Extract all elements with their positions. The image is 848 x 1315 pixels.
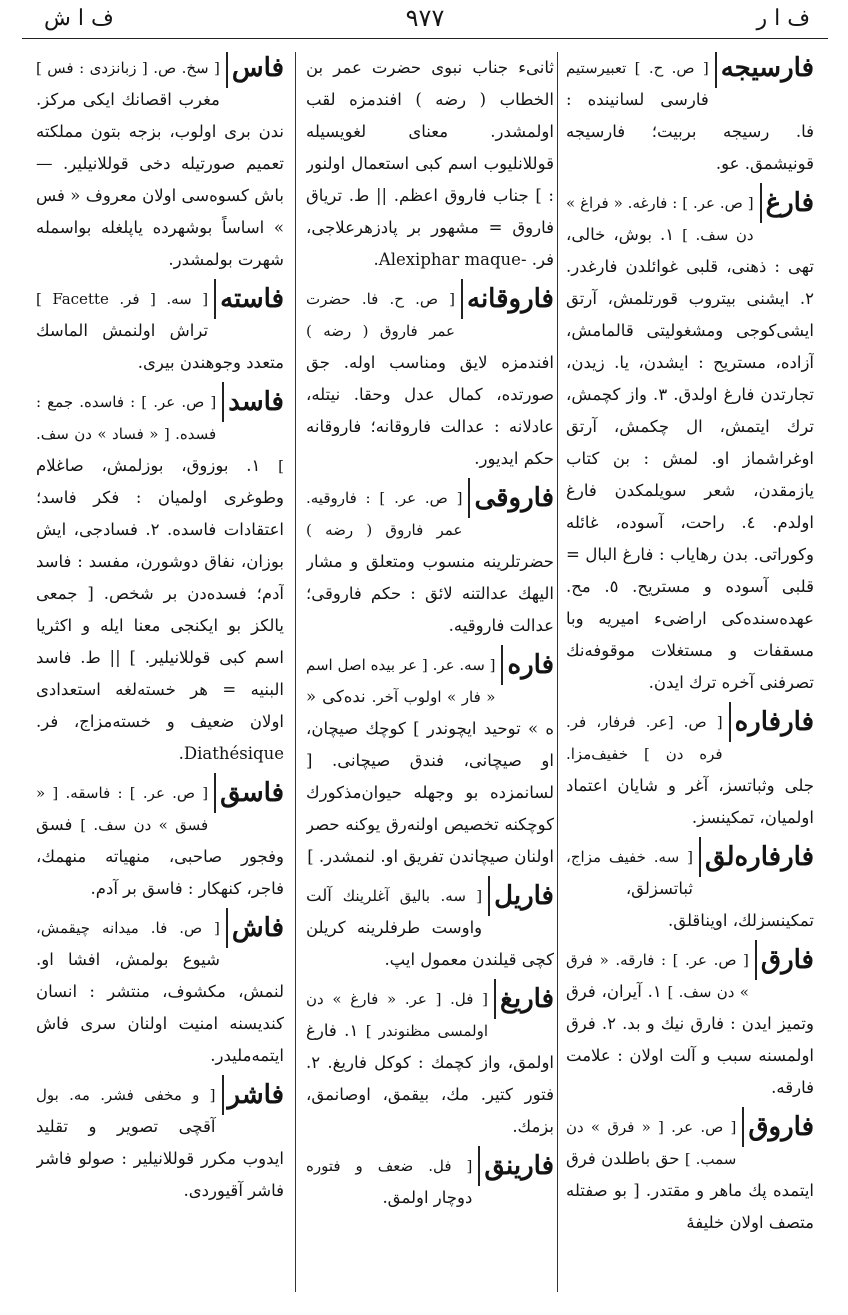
dictionary-entry bbox=[36, 1079, 284, 1207]
entry-definition: آقچی تصویر و تقلید ایدوب مکرر قوللانیلیر : صولو فاشر فاشر آقیوردی. bbox=[36, 1117, 284, 1200]
entry-headword: فارینق bbox=[478, 1146, 554, 1186]
dictionary-entry bbox=[306, 983, 554, 1143]
dictionary-entry bbox=[36, 386, 284, 770]
entry-grammar: [ ص. عر. ] : فاسده. جمع : فسده. [ « فساد » دن سف. ] bbox=[36, 393, 284, 475]
page-number: ٩٧٧ bbox=[405, 4, 445, 32]
entry-definition: نده‌کی « ه » توحید ایچوندر ] کوچك صیچان، او صیچانی، فندق صیچانی. [ لسانمزده بو وجهله حیوان‌مذکورك کوچکنه تخصیص اولنه‌رق یوکنه حصر اولنان صیچاندن تفریق او. لنمشدر. ] bbox=[306, 687, 554, 866]
dictionary-entry bbox=[566, 944, 814, 1104]
dictionary-entry bbox=[36, 283, 284, 379]
entry-definition: ثباتسزلق، تمکینسزلك، اویناقلق. bbox=[625, 879, 814, 930]
dictionary-entry bbox=[36, 912, 284, 1072]
entry-definition: ١. بوش، خالی، تهی : ذهنی، قلبی غوائلدن فارغدر. ٢. ایشنی بیتروب قورتلمش، آرتق ایشی‌کوجی ومشغولیتی قالمامش، آزاده، مستریح : ایشدن، یا. زیدن، تجارتدن فارغ اولدق. ٣. واز کچمش، ترك ایتمش، ال چکمش، آرتق اوغراشماز او. لمش : بن کتاب یازمقدن، شعر سویلمکدن فارغ اولدم. ٤. راحت، آسوده، غائله وکوراتی. بدن رهایاب : فارغ البال = قلبی آسوده و مستریح. ٥. مح. عهده‌سنده‌کی اراضیء امیریه وبا مسقفات و مستغلات موقوفه‌نك تصرفنی آخره ترك ایدن. bbox=[566, 225, 814, 692]
entry-headword: فاس bbox=[226, 52, 284, 88]
entry-grammar: [ ص. عر. ] : فارغه. « فراغ » دن سف. ] bbox=[566, 194, 754, 244]
entry-definition: تراش اولنمش الماسك متعدد وجوهندن بیری. bbox=[36, 321, 284, 372]
entry-grammar: [ فل. [ عر. « فارغ » دن اولمسی مظنوندر ] bbox=[306, 990, 489, 1040]
column-left bbox=[36, 52, 284, 1292]
column-divider-left bbox=[295, 52, 296, 1292]
dictionary-entry bbox=[306, 482, 554, 642]
entry-definition: فارسی لسانینده : فا. رسیجه بربیت؛ فارسیجه قونیشمق. عو. bbox=[566, 90, 814, 173]
dictionary-entry bbox=[36, 777, 284, 905]
entry-definition: ثانیء جناب نبوی حضرت عمر بن الخطاب ( رضه ) افندمزه لقب اولمشدر. معنای لغویسیله قوللانلیوب اسم کبی استعمال اولنور : ] جناب فاروق اعظم. || ط. تریاق فاروق = مشهور بر پادزهرعلاجی، فر. -Alexiphar maque. bbox=[306, 58, 554, 269]
entry-grammar: [ ص. عر. [ « فرق » دن سمب. ] bbox=[566, 1118, 737, 1168]
dictionary-entry bbox=[36, 52, 284, 276]
column-divider-right bbox=[557, 52, 558, 1292]
entry-grammar: [ ص. ح. فا. حضرت عمر فاروق ( رضه ) bbox=[306, 290, 455, 340]
entry-headword: فاشر bbox=[222, 1075, 284, 1115]
dictionary-entry bbox=[306, 283, 554, 475]
dictionary-entry bbox=[566, 1111, 814, 1239]
entry-headword: فارفاره‌لق bbox=[699, 837, 814, 877]
entry-headword: فاروقانه bbox=[461, 279, 554, 319]
entry-grammar: [ و مخفی فشر. مه. بول bbox=[36, 1086, 216, 1104]
entry-definition: حق باطلدن فرق ایتمده پك ماهر و مقتدر. [ بو صفتله متصف اولان خلیفهٔ bbox=[566, 1149, 814, 1232]
page-header bbox=[22, 0, 828, 39]
entry-grammar: [ سه. [ فر. Facette ] bbox=[36, 290, 209, 308]
running-head-left: ف ا ش bbox=[44, 6, 114, 31]
entry-headword: فارغ bbox=[760, 183, 814, 223]
entry-headword: فاروق bbox=[742, 1107, 814, 1147]
entry-grammar: [ ص. ح. ] تعبیرستیم bbox=[566, 59, 709, 77]
dictionary-entry bbox=[566, 52, 814, 180]
entry-definition: ١. آیران، فرق وتمیز ایدن : فارق نیك و بد. ٢. فرق اولمسنه سبب و آلت اولان : علامت فارقه. bbox=[566, 982, 814, 1097]
entry-grammar: [ ص. عر. ] : فاسقه. [ « فسق » دن سف. ] bbox=[36, 784, 209, 834]
column-middle bbox=[306, 52, 554, 1292]
entry-grammar: [ ص. فا. میدانه چیقمش، bbox=[36, 919, 220, 937]
entry-headword: فاسد bbox=[222, 382, 284, 422]
dictionary-entry bbox=[306, 649, 554, 873]
entry-headword: فاریل bbox=[488, 876, 554, 916]
entry-headword: فاره bbox=[501, 645, 554, 685]
dictionary-entry bbox=[306, 1150, 554, 1214]
running-head-right: ف ا ر bbox=[756, 6, 810, 31]
entry-grammar: [ ص. [عر. فرفار، فر. فره دن ] خفیف‌مزا. bbox=[566, 713, 723, 763]
dictionary-entry-continuation bbox=[306, 52, 554, 276]
entry-headword: فاروقی bbox=[468, 478, 554, 518]
entry-definition: حضرتلرینه منسوب ومتعلق و مشار الیهك عدالتنه لائق : حکم فاروقی؛ عدالت فاروقیه. bbox=[306, 552, 554, 635]
entry-grammar: [ سخ. ص. [ زبانزدی : فس ] bbox=[36, 59, 220, 77]
entry-definition: شیوع بولمش، افشا او. لنمش، مکشوف، منتشر : انسان کندیسنه امنیت اولنان سری فاش ایتمه‌ملیدر. bbox=[36, 950, 284, 1065]
entry-grammar: [ سه. عر. [ عر بیده اصل اسم « فار » اولوب آخر. bbox=[306, 656, 496, 706]
entry-headword: فارفاره bbox=[729, 702, 814, 742]
entry-grammar: [ ص. عر. ] : فارقه. « فرق » دن سف. ] bbox=[566, 951, 749, 1001]
entry-definition: ١. فارغ اولمق، واز کچمك : کوکل فاریغ. ٢. فتور کتیر. مك، بیقمق، اوصانمق، بزمك. bbox=[306, 1021, 554, 1136]
entry-headword: فارسیجه bbox=[715, 52, 814, 88]
entry-grammar: [ فل. ضعف و فتوره bbox=[306, 1157, 473, 1175]
dictionary-entry bbox=[566, 841, 814, 937]
entry-definition: ١. بوزوق، بوزلمش، صاغلام وطوغری اولمیان : فکر فاسد؛ اعتقادات فاسده. ٢. فسادجی، ایش بوزان، نفاق دوشورن، مفسد : فاسد آدم؛ فسده‌دن بر شخص. [ جمعی یالکز بو ایکنجی معنا ایله و اکثریا اسم کبی قوللانیلیر. ] || ط. فاسد البنیه = هر خسته‌لغه استعدادی اولان ضعیف و خسته‌مزاج، فر. Diathésique. bbox=[36, 456, 284, 763]
entry-headword: فاش bbox=[226, 908, 284, 948]
entry-definition: دوچار اولمق. bbox=[382, 1188, 473, 1207]
entry-definition: جلی وثباتسز، آغر و شایان اعتماد اولمیان، تمکینسز. bbox=[566, 776, 814, 827]
entry-headword: فاسق bbox=[214, 773, 284, 813]
entry-grammar: [ سه. خفیف مزاج، bbox=[566, 848, 693, 866]
entry-grammar: [ ص. عر. ] : فاروقیه. عمر فاروق ( رضه ) bbox=[306, 489, 463, 539]
entry-headword: فاسته bbox=[214, 279, 284, 319]
dictionary-entry bbox=[566, 706, 814, 834]
entry-definition: فسق وفجور صاحبی، منهیاته منهمك، فاجر، کنهکار : فاسق بر آدم. bbox=[36, 815, 284, 898]
dictionary-entry bbox=[566, 187, 814, 699]
entry-grammar: [ سه. بالیق آغلرینك bbox=[342, 887, 483, 905]
entry-definition: افندمزه لایق ومناسب اوله. جق صورتده، کمال عدل وحقا. نیتله، عادلانه : عدالت فاروقانه؛ فاروقانه حکم ایدیور. bbox=[306, 353, 554, 468]
dictionary-entry bbox=[306, 880, 554, 976]
entry-headword: فاریغ bbox=[494, 979, 554, 1019]
entry-headword: فارق bbox=[755, 940, 814, 980]
column-right bbox=[566, 52, 814, 1292]
entry-definition: مغرب اقصانك ایکی مرکز. ندن بری اولوب، بزجه بتون مملکته تعمیم صورتیله دخی قوللانیلیر. — باش کسوه‌سی اولان معروف « فس » اساساً بوشهرده یاپلغله بواسمله شهرت بولمشدر. bbox=[36, 90, 284, 269]
entry-definition: آلت واوست طرفلرینه کریلن کچی قیلندن معمول ایپ. bbox=[306, 886, 554, 969]
